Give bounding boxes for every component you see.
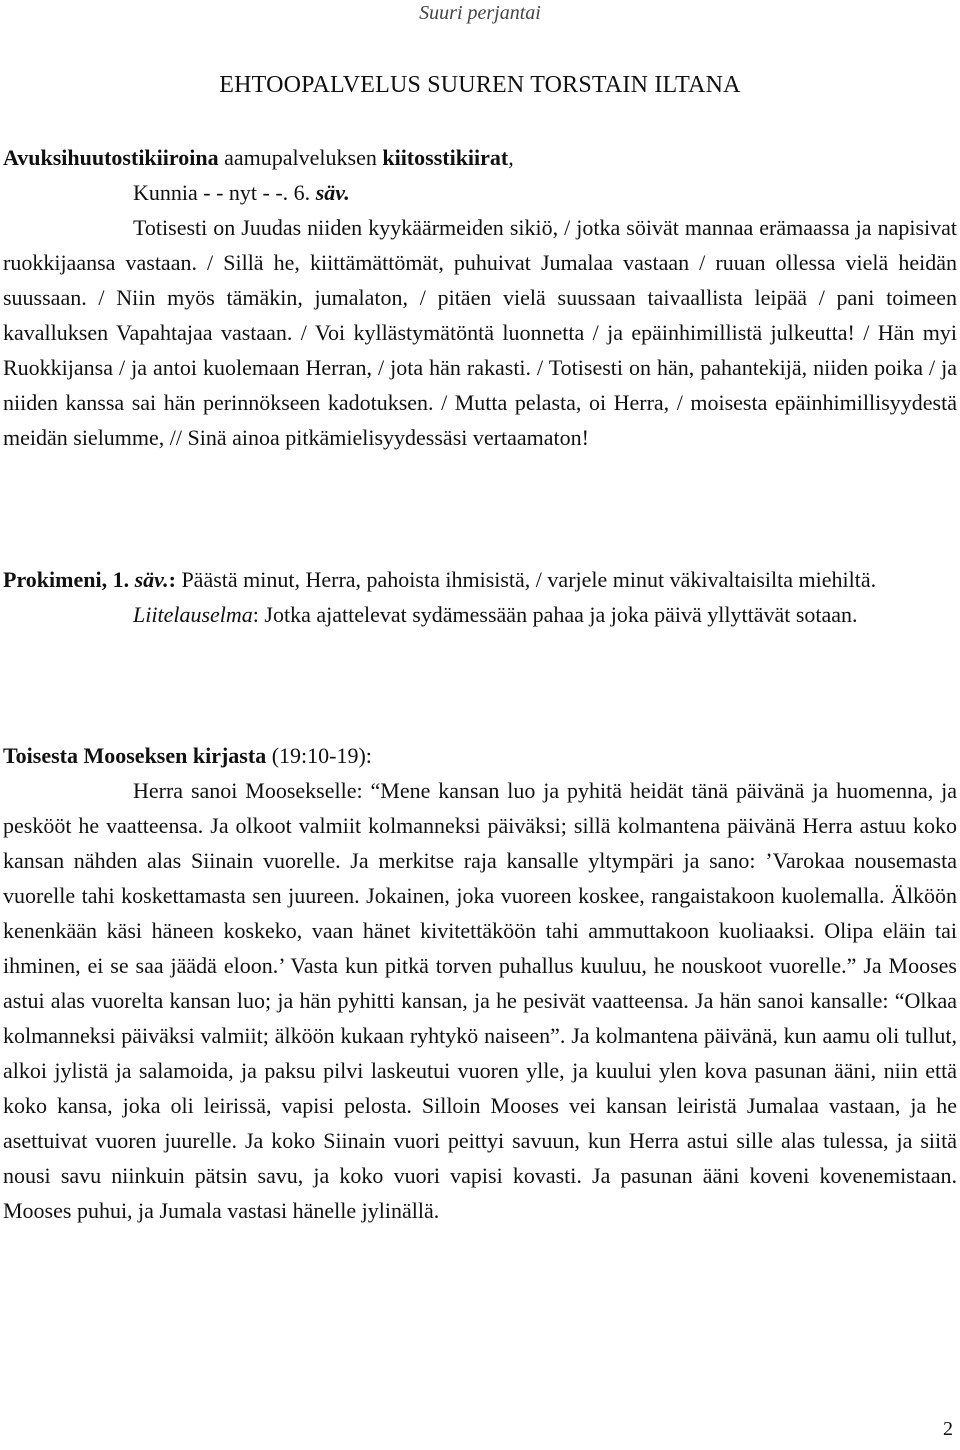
stikiira-heading-end: ,	[508, 145, 514, 170]
prokimeni-label: Prokimeni, 1.	[3, 567, 135, 592]
reading-heading-title: Toisesta Mooseksen kirjasta	[3, 743, 267, 768]
prokimeni-tone: säv.	[134, 567, 169, 592]
stikiira-heading	[3, 140, 957, 175]
prokimeni-line	[3, 562, 957, 597]
stikiira-section	[3, 140, 957, 455]
reading-heading	[3, 738, 957, 773]
prokimeni-section	[3, 562, 957, 632]
stikiira-heading-bold-2: kiitosstikiirat	[382, 145, 509, 170]
page-title: EHTOOPALVELUS SUUREN TORSTAIN ILTANA	[219, 72, 741, 98]
page-number: 2	[943, 1418, 953, 1440]
stikiira-body: Totisesti on Juudas niiden kyykäärmeiden sikiö, / jotka söivät mannaa erämaassa ja napisivat ruokkijaansa vastaan. / Sillä he, kiittämättömät, puhuivat Jumalaa vastaan / ruuan ollessa vielä heidän suussaan. / Niin myös tämäkin, jumalaton, / pitäen vielä suussaan taivaallista leipää / pani toimeen kavalluksen Vapahtajaa vastaan. / Voi kyllästymätöntä luonnetta / ja epäinhimillistä julkeutta! / Hän myi Ruokkijansa / ja antoi kuolemaan Herran, / jota hän rakasti. / Totisesti on hän, pahantekijä, niiden poika / ja niiden kanssa sai hän perinnökseen kadotuksen. / Mutta pelasta, oi Herra, / moisesta epäinhimillisyydestä meidän sielumme, // Sinä ainoa pitkämielisyydessäsi vertaamaton!	[3, 215, 957, 450]
reading-section	[3, 738, 957, 1228]
prokimeni-verse-text: : Jotka ajattelevat sydämessään pahaa ja joka päivä yllyttävät sotaan.	[252, 602, 858, 627]
stikiira-heading-text: aamupalveluksen	[218, 145, 383, 170]
stikiira-tone	[3, 175, 957, 210]
prokimeni-text: Päästä minut, Herra, pahoista ihmisistä, / varjele minut väkivaltaisilta miehiltä.	[175, 567, 877, 592]
stikiira-tone-bold: säv.	[315, 180, 350, 205]
prokimeni-colon: :	[168, 567, 176, 592]
stikiira-heading-bold: Avuksihuutostikiiroina	[3, 145, 219, 170]
prokimeni-verse-label: Liitelauselma	[133, 602, 253, 627]
stikiira-tone-text: Kunnia - - nyt - -. 6.	[133, 180, 316, 205]
running-header: Suuri perjantai	[419, 2, 541, 24]
reading-heading-ref: (19:10-19):	[266, 743, 372, 768]
prokimeni-verse	[3, 597, 957, 632]
reading-body: Herra sanoi Moosekselle: “Mene kansan luo ja pyhitä heidät tänä päivänä ja huomenna, ja peskööt he vaatteensa. Ja olkoot valmiit kolmanneksi päiväksi; sillä kolmantena päivänä Herra astuu koko kansan nähden alas Siinain vuorelle. Ja merkitse raja kansalle yltympäri ja sano: ’Varokaa nousemasta vuorelle tahi koskettamasta sen juureen. Jokainen, joka vuoreen koskee, rangaistakoon kuolemalla. Älköön kenenkään käsi häneen koskeko, vaan hänet kivitettäköön tahi ammuttakoon kuoliaaksi. Olipa eläin tai ihminen, ei se saa jäädä eloon.’ Vasta kun pitkä torven puhallus kuuluu, he nouskoot vuorelle.” Ja Mooses astui alas vuorelta kansan luo; ja hän pyhitti kansan, ja he pesivät vaatteensa. Ja hän sanoi kansalle: “Olkaa kolmanneksi päiväksi valmiit; älköön kukaan ryhtykö naiseen”. Ja kolmantena päivänä, kun aamu oli tullut, alkoi jylistä ja salamoida, ja paksu pilvi laskeutui vuoren ylle, ja kuului ylen kova pasunan ääni, niin että koko kansa, joka oli leirissä, vapisi pelosta. Silloin Mooses vei kansan leiristä Jumalaa vastaan, ja he asettuivat vuoren juurelle. Ja koko Siinain vuori peittyi savuun, kun Herra astui sille alas tulessa, ja siitä nousi savu niinkuin pätsin savu, ja koko vuori vapisi kovasti. Ja pasunan ääni koveni kovenemistaan. Mooses puhui, ja Jumala vastasi hänelle jylinällä.	[3, 778, 957, 1223]
